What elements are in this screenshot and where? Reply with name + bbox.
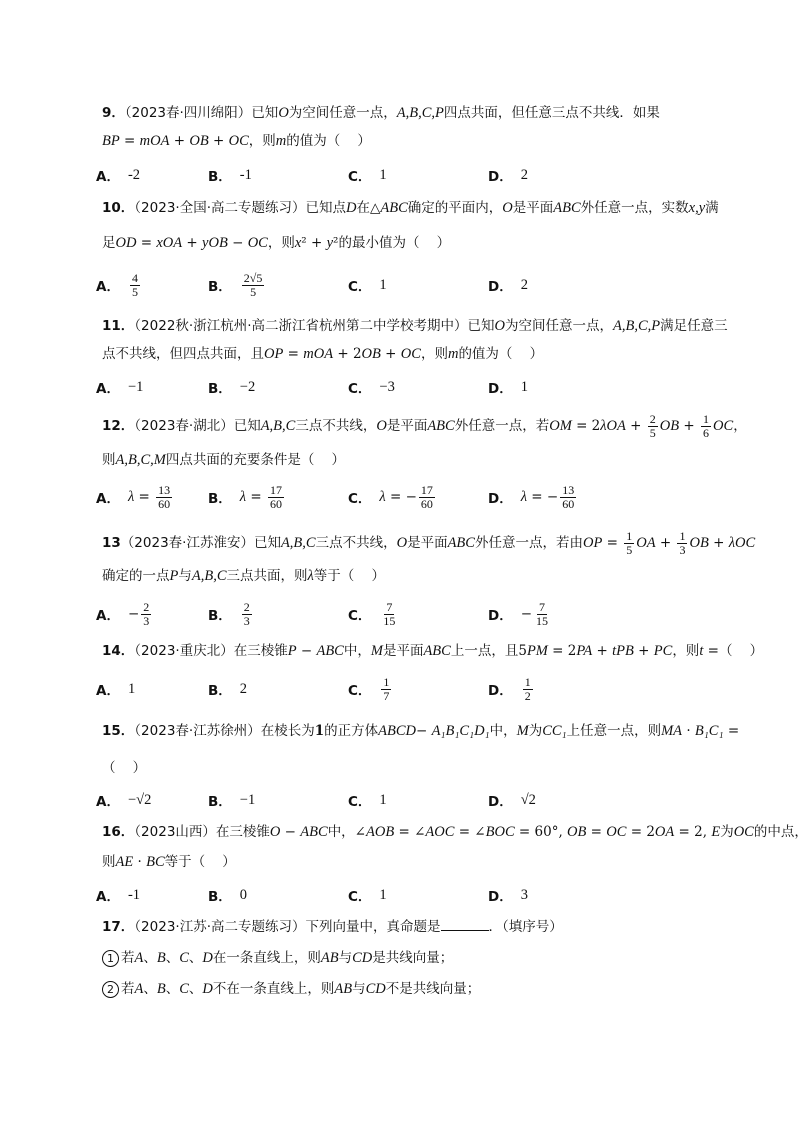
- question-9-options: [96, 158, 736, 192]
- option-c[interactable]: C． $\frac{1}{7}$: [348, 674, 390, 703]
- question-17-item-2: 2 若A、B、C、D不在一条直线上，则AB与CD不是共线向量；: [102, 979, 732, 999]
- option-b[interactable]: B． $\frac{2}{3}$: [208, 599, 250, 628]
- question-17-stem: 17．（2023·江苏·高二专题练习）下列向量中，真命题是 ．（填序号）: [102, 919, 563, 935]
- question-11-stem: 11．（2022秋·浙江杭州·高二浙江省杭州第二中学校考期中）已知O为空间任意一点，A,B,C,P满足任意三: [102, 318, 728, 334]
- option-a[interactable]: A． −1: [96, 378, 144, 397]
- question-17-item-1: 1 若A、B、C、D在一条直线上，则AB与CD是共线向量；: [102, 948, 732, 968]
- question-12-stem: 12．（2023春·湖北）已知A,B,C三点不共线，O是平面ABC外任意一点，若OM = 2λOA + $\frac{2}{5}$ OB + $\frac{1}{6}$ OC，: [102, 412, 747, 440]
- option-b[interactable]: B． $\frac{2√5}{5}$: [208, 270, 263, 299]
- option-d[interactable]: D． $\frac{1}{2}$: [488, 674, 531, 703]
- question-13-options: [96, 597, 736, 631]
- option-d[interactable]: D． − $\frac{7}{15}$: [488, 599, 549, 628]
- option-b[interactable]: B． 0: [208, 886, 248, 905]
- option-b[interactable]: B． λ = $\frac{17}{60}$: [208, 482, 282, 511]
- option-c[interactable]: C． −3: [348, 378, 395, 397]
- option-a[interactable]: A． − $\frac{2}{3}$: [96, 599, 150, 628]
- answer-blank[interactable]: [441, 918, 489, 931]
- option-b[interactable]: B． −2: [208, 378, 256, 397]
- question-14-stem: 14．（2023·重庆北）在三棱锥P − ABC中，M是平面ABC上一点，且5PM = 2PA + tPB + PC，则t =（ ）: [102, 643, 764, 659]
- option-d[interactable]: D． λ = − $\frac{13}{60}$: [488, 482, 575, 511]
- question-13-stem: 13（2023春·江苏淮安）已知A,B,C三点不共线，O是平面ABC外任意一点，若由OP = $\frac{1}{5}$ OA + $\frac{1}{3}$ OB + λOC: [102, 529, 756, 557]
- option-c[interactable]: C． $\frac{7}{15}$: [348, 599, 396, 628]
- option-b[interactable]: B． 2: [208, 680, 248, 699]
- option-d[interactable]: D． 1: [488, 378, 528, 397]
- option-a[interactable]: A． 1: [96, 680, 136, 699]
- question-9-stem-line2: BP = mOA + OB + OC，则m的值为（ ）: [102, 133, 371, 149]
- option-a[interactable]: A． λ = $\frac{13}{60}$: [96, 482, 171, 511]
- question-14-options: [96, 672, 736, 706]
- question-15-options: [96, 783, 736, 817]
- option-d[interactable]: D． 2: [488, 166, 528, 185]
- question-11-options: [96, 370, 736, 404]
- question-10-stem: 10．（2023·全国·高二专题练习）已知点D在△ABC确定的平面内，O是平面ABC外任意一点，实数x,y满: [102, 200, 719, 216]
- option-a[interactable]: A． -1: [96, 886, 141, 905]
- question-15-stem-line2: （ ）: [102, 760, 147, 776]
- question-16-options: [96, 878, 736, 912]
- option-a[interactable]: A． $\frac{4}{5}$: [96, 270, 138, 299]
- option-d[interactable]: D． √2: [488, 791, 536, 810]
- question-10-stem-line2: 足OD = xOA + yOB − OC，则x² + y²的最小值为（ ）: [102, 235, 451, 251]
- option-d[interactable]: D． 3: [488, 886, 528, 905]
- question-15-stem: 15．（2023春·江苏徐州）在棱长为1的正方体ABCD− A₁B₁C₁D₁中，M为CC₁上任意一点，则MA · B₁C₁ =: [102, 723, 740, 739]
- question-12-stem-line2: 则A,B,C,M四点共面的充要条件是（ ）: [102, 452, 346, 468]
- option-c[interactable]: C． λ = − $\frac{17}{60}$: [348, 482, 433, 511]
- option-a[interactable]: A． -2: [96, 166, 141, 185]
- option-c[interactable]: C． 1: [348, 791, 387, 810]
- question-11-stem-line2: 点不共线，但四点共面，且OP = mOA + 2OB + OC，则m的值为（ ）: [102, 346, 544, 362]
- option-d[interactable]: D． 2: [488, 276, 528, 295]
- question-13-stem-line2: 确定的一点P与A,B,C三点共面，则λ等于（ ）: [102, 568, 385, 584]
- question-16-stem-line2: 则AE · BC等于（ ）: [102, 854, 236, 870]
- option-a[interactable]: A． −√2: [96, 791, 152, 810]
- option-c[interactable]: C． 1: [348, 276, 387, 295]
- option-b[interactable]: B． -1: [208, 166, 252, 185]
- question-10-options: [96, 268, 736, 302]
- option-c[interactable]: C． 1: [348, 886, 387, 905]
- question-16-stem: 16．（2023山西）在三棱锥O − ABC中，∠AOB = ∠AOC = ∠BOC = 60°, OB = OC = 2OA = 2, E为OC的中点，: [102, 824, 808, 840]
- question-9-stem: 9．（2023春·四川绵阳）已知O为空间任意一点，A,B,C,P四点共面，但任意三点不共线．如果: [102, 105, 660, 121]
- option-b[interactable]: B． −1: [208, 791, 256, 810]
- question-12-options: [96, 480, 736, 514]
- option-c[interactable]: C． 1: [348, 166, 387, 185]
